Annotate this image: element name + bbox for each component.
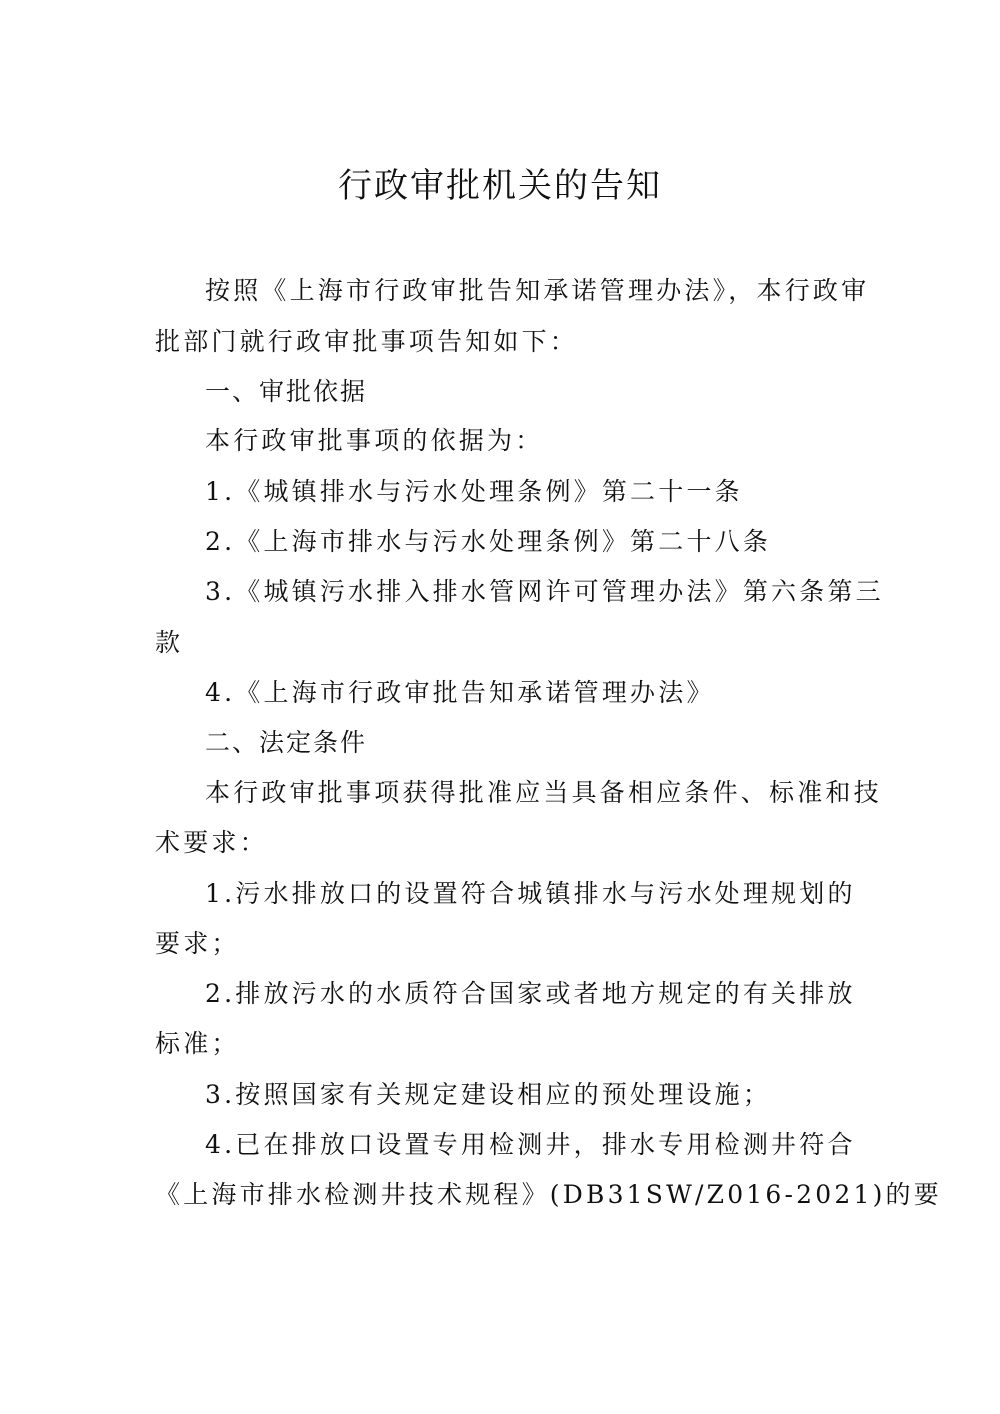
section-2-lead-1: 本行政审批事项获得批准应当具备相应条件、标准和技 bbox=[205, 778, 882, 807]
section-1-heading: 一、审批依据 bbox=[205, 377, 368, 406]
section-2-lead-2: 术要求： bbox=[155, 828, 268, 857]
basis-item-2: 2.《上海市排水与污水处理条例》第二十八条 bbox=[205, 527, 772, 556]
intro-line-2: 批部门就行政审批事项告知如下： bbox=[155, 327, 579, 356]
condition-item-1-cont: 要求； bbox=[155, 929, 240, 958]
condition-item-3: 3.按照国家有关规定建设相应的预处理设施； bbox=[205, 1080, 772, 1109]
basis-item-3-cont: 款 bbox=[155, 628, 184, 657]
condition-item-1: 1.污水排放口的设置符合城镇排水与污水处理规划的 bbox=[205, 879, 856, 908]
condition-item-4-cont: 《上海市排水检测井技术规程》(DB31SW/Z016-2021)的要 bbox=[155, 1180, 942, 1209]
basis-item-4: 4.《上海市行政审批告知承诺管理办法》 bbox=[205, 678, 715, 707]
condition-item-4: 4.已在排放口设置专用检测井，排水专用检测井符合 bbox=[205, 1130, 856, 1159]
section-2-heading: 二、法定条件 bbox=[205, 728, 368, 757]
condition-item-2-cont: 标准； bbox=[155, 1029, 240, 1058]
basis-item-1: 1.《城镇排水与污水处理条例》第二十一条 bbox=[205, 477, 743, 506]
section-1-lead: 本行政审批事项的依据为： bbox=[205, 426, 544, 455]
document-title: 行政审批机关的告知 bbox=[338, 166, 662, 206]
intro-line-1: 按照《上海市行政审批告知承诺管理办法》，本行政审 bbox=[205, 276, 870, 305]
condition-item-2: 2.排放污水的水质符合国家或者地方规定的有关排放 bbox=[205, 979, 856, 1008]
basis-item-3: 3.《城镇污水排入排水管网许可管理办法》第六条第三 bbox=[205, 577, 884, 606]
